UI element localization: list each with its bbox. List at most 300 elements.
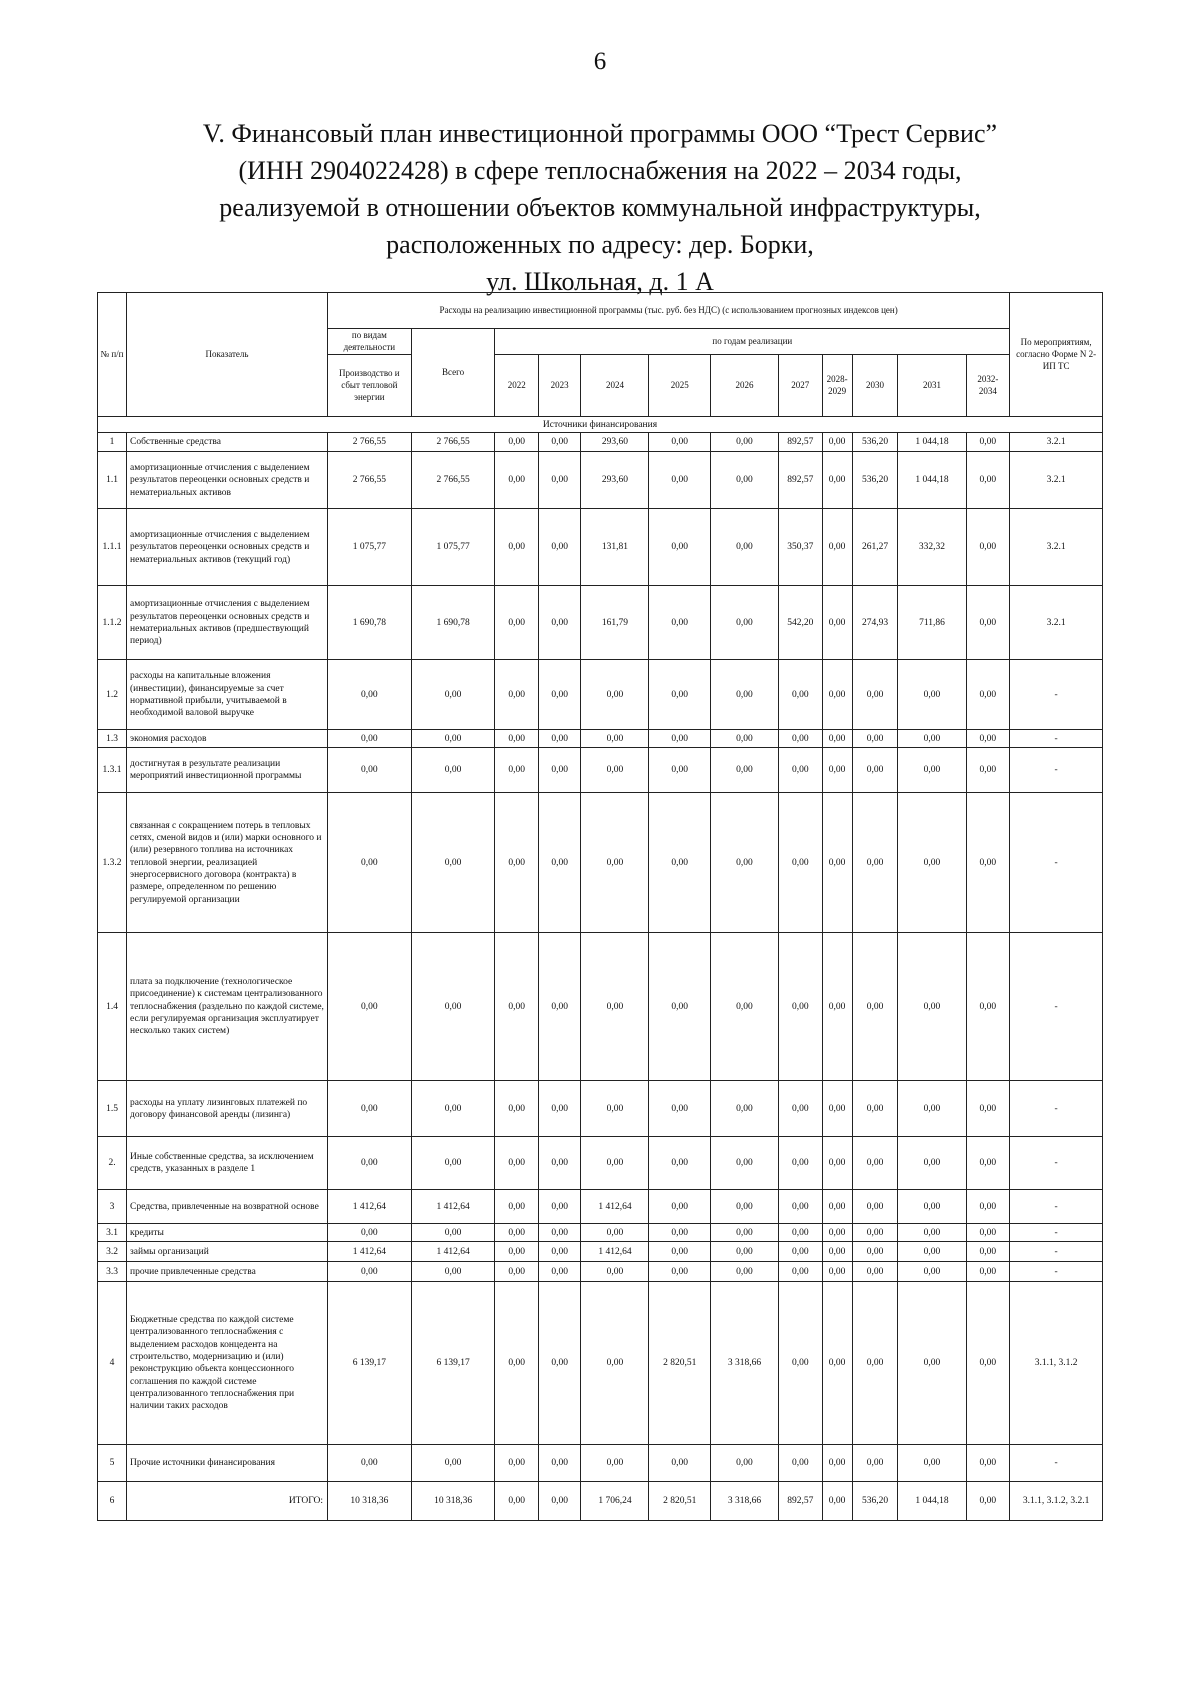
- year-value: 0,00: [581, 748, 649, 793]
- row-number: 1.3: [98, 730, 127, 748]
- row-number: 3: [98, 1190, 127, 1224]
- year-value: 0,00: [966, 586, 1010, 660]
- row-label: экономия расходов: [127, 730, 328, 748]
- row-label: прочие привлеченные средства: [127, 1262, 328, 1282]
- row-label: амортизационные отчисления с выделением результатов переоценки основных средств и нематериальных активов (предшествующий период): [127, 586, 328, 660]
- year-value: 0,00: [778, 1445, 822, 1482]
- year-value: 0,00: [710, 1262, 778, 1282]
- year-value: 0,00: [778, 1190, 822, 1224]
- year-value: 0,00: [538, 1224, 580, 1242]
- year-value: 0,00: [822, 793, 852, 933]
- header-by-activity: по видам деятельности: [327, 329, 411, 355]
- year-value: 0,00: [538, 1242, 580, 1262]
- year-value: 1 706,24: [581, 1482, 649, 1521]
- header-year: 2031: [898, 355, 966, 417]
- row-number: 1.1.2: [98, 586, 127, 660]
- year-value: 0,00: [538, 1262, 580, 1282]
- production-value: 1 412,64: [327, 1242, 411, 1262]
- measure-reference: -: [1010, 1262, 1103, 1282]
- year-value: 0,00: [778, 1137, 822, 1190]
- year-value: 274,93: [852, 586, 898, 660]
- year-value: 892,57: [778, 433, 822, 452]
- year-value: 1 412,64: [581, 1242, 649, 1262]
- row-label: Собственные средства: [127, 433, 328, 452]
- total-value: 0,00: [411, 1224, 495, 1242]
- year-value: 0,00: [649, 1137, 710, 1190]
- production-value: 6 139,17: [327, 1282, 411, 1445]
- year-value: 0,00: [538, 730, 580, 748]
- measure-reference: -: [1010, 748, 1103, 793]
- year-value: 0,00: [966, 730, 1010, 748]
- year-value: 0,00: [538, 793, 580, 933]
- year-value: 0,00: [966, 1262, 1010, 1282]
- year-value: 0,00: [649, 509, 710, 586]
- total-value: 1 412,64: [411, 1190, 495, 1224]
- year-value: 0,00: [898, 1224, 966, 1242]
- production-value: 0,00: [327, 1445, 411, 1482]
- row-label: достигнутая в результате реализации мероприятий инвестиционной программы: [127, 748, 328, 793]
- year-value: 0,00: [966, 1482, 1010, 1521]
- year-value: 0,00: [495, 1262, 539, 1282]
- year-value: 1 044,18: [898, 452, 966, 509]
- year-value: 0,00: [778, 748, 822, 793]
- row-label: связанная с сокращением потерь в тепловых сетях, сменой видов и (или) марки основного и (или) резервного топлива на источниках тепловой энергии, реализацией энергосервисного договора (контракта) в размере, определенном по решению регулируемой организации: [127, 793, 328, 933]
- table-row: [98, 730, 1103, 748]
- row-label: расходы на капитальные вложения (инвестиции), финансируемые за счет нормативной прибыли, учитываемой в необходимой валовой выручке: [127, 660, 328, 730]
- row-label: Бюджетные средства по каждой системе централизованного теплоснабжения с выделением расходов концедента на строительство, модернизацию и (или) реконструкцию объекта концессионного соглашения по каждой системе централизованного теплоснабжения при наличии таких расходов: [127, 1282, 328, 1445]
- row-number: 6: [98, 1482, 127, 1521]
- year-value: 0,00: [495, 933, 539, 1081]
- year-value: 0,00: [822, 660, 852, 730]
- year-value: 0,00: [710, 509, 778, 586]
- row-number: 1.3.1: [98, 748, 127, 793]
- financial-plan-table: [97, 292, 1103, 1521]
- header-num: № п/п: [98, 293, 127, 417]
- table-row: [98, 660, 1103, 730]
- year-value: 0,00: [898, 1262, 966, 1282]
- title-line: V. Финансовый план инвестиционной программы ООО “Трест Сервис”: [202, 119, 998, 148]
- year-value: 2 820,51: [649, 1482, 710, 1521]
- row-number: 2.: [98, 1137, 127, 1190]
- year-value: 0,00: [538, 1081, 580, 1137]
- production-value: 2 766,55: [327, 433, 411, 452]
- year-value: 0,00: [966, 933, 1010, 1081]
- production-value: 0,00: [327, 933, 411, 1081]
- row-label: амортизационные отчисления с выделением результатов переоценки основных средств и нематериальных активов: [127, 452, 328, 509]
- year-value: 0,00: [649, 1190, 710, 1224]
- year-value: 0,00: [778, 730, 822, 748]
- measure-reference: 3.2.1: [1010, 509, 1103, 586]
- measure-reference: -: [1010, 1224, 1103, 1242]
- year-value: 0,00: [538, 586, 580, 660]
- title-line: (ИНН 2904022428) в сфере теплоснабжения на 2022 – 2034 годы,: [238, 156, 962, 185]
- year-value: 0,00: [649, 1262, 710, 1282]
- year-value: 0,00: [581, 1081, 649, 1137]
- year-value: 0,00: [710, 1224, 778, 1242]
- header-expenses: Расходы на реализацию инвестиционной программы (тыс. руб. без НДС) (с использованием прогнозных индексов цен): [327, 293, 1009, 329]
- year-value: 0,00: [822, 1282, 852, 1445]
- year-value: 0,00: [852, 1224, 898, 1242]
- total-value: 2 766,55: [411, 433, 495, 452]
- year-value: 0,00: [822, 1445, 852, 1482]
- year-value: 0,00: [778, 1081, 822, 1137]
- year-value: 0,00: [538, 1445, 580, 1482]
- row-label: Прочие источники финансирования: [127, 1445, 328, 1482]
- year-value: 0,00: [778, 1242, 822, 1262]
- measure-reference: -: [1010, 1445, 1103, 1482]
- year-value: 0,00: [649, 660, 710, 730]
- year-value: 0,00: [495, 1190, 539, 1224]
- year-value: 0,00: [710, 660, 778, 730]
- year-value: 0,00: [778, 660, 822, 730]
- row-label: Средства, привлеченные на возвратной основе: [127, 1190, 328, 1224]
- year-value: 0,00: [822, 586, 852, 660]
- year-value: 0,00: [495, 793, 539, 933]
- production-value: 0,00: [327, 1081, 411, 1137]
- year-value: 0,00: [898, 1445, 966, 1482]
- year-value: 0,00: [538, 933, 580, 1081]
- measure-reference: -: [1010, 793, 1103, 933]
- measure-reference: -: [1010, 1242, 1103, 1262]
- year-value: 0,00: [822, 1262, 852, 1282]
- year-value: 0,00: [852, 1242, 898, 1262]
- year-value: 0,00: [852, 1081, 898, 1137]
- year-value: 0,00: [649, 1445, 710, 1482]
- production-value: 2 766,55: [327, 452, 411, 509]
- year-value: 0,00: [649, 1242, 710, 1262]
- year-value: 0,00: [495, 1282, 539, 1445]
- document-title: [150, 115, 1050, 300]
- year-value: 0,00: [822, 1224, 852, 1242]
- measure-reference: 3.2.1: [1010, 433, 1103, 452]
- row-number: 1.2: [98, 660, 127, 730]
- year-value: 0,00: [966, 509, 1010, 586]
- header-year: 2023: [538, 355, 580, 417]
- year-value: 711,86: [898, 586, 966, 660]
- header-measures: По мероприятиям, согласно Форме N 2-ИП ТС: [1010, 293, 1103, 417]
- year-value: 0,00: [495, 1445, 539, 1482]
- total-value: 0,00: [411, 660, 495, 730]
- year-value: 892,57: [778, 1482, 822, 1521]
- row-number: 5: [98, 1445, 127, 1482]
- year-value: 0,00: [852, 1282, 898, 1445]
- year-value: 0,00: [710, 1137, 778, 1190]
- year-value: 0,00: [495, 660, 539, 730]
- table-row: [98, 1224, 1103, 1242]
- production-value: 0,00: [327, 730, 411, 748]
- year-value: 0,00: [495, 1137, 539, 1190]
- measure-reference: -: [1010, 660, 1103, 730]
- year-value: 0,00: [822, 1482, 852, 1521]
- year-value: 0,00: [649, 1081, 710, 1137]
- year-value: 0,00: [822, 509, 852, 586]
- production-value: 0,00: [327, 1224, 411, 1242]
- year-value: 3 318,66: [710, 1282, 778, 1445]
- table-row: [98, 1137, 1103, 1190]
- row-label: займы организаций: [127, 1242, 328, 1262]
- total-value: 0,00: [411, 1262, 495, 1282]
- header-year: 2028-2029: [822, 355, 852, 417]
- year-value: 0,00: [966, 1242, 1010, 1262]
- header-year: 2030: [852, 355, 898, 417]
- production-value: 10 318,36: [327, 1482, 411, 1521]
- year-value: 0,00: [898, 1282, 966, 1445]
- year-value: 0,00: [852, 1190, 898, 1224]
- year-value: 350,37: [778, 509, 822, 586]
- year-value: 0,00: [538, 660, 580, 730]
- year-value: 0,00: [852, 748, 898, 793]
- year-value: 0,00: [778, 1262, 822, 1282]
- year-value: 0,00: [538, 1482, 580, 1521]
- year-value: 0,00: [495, 1482, 539, 1521]
- measure-reference: -: [1010, 1137, 1103, 1190]
- row-number: 3.1: [98, 1224, 127, 1242]
- year-value: 0,00: [581, 1224, 649, 1242]
- total-value: 0,00: [411, 1081, 495, 1137]
- measure-reference: 3.2.1: [1010, 452, 1103, 509]
- year-value: 0,00: [538, 433, 580, 452]
- year-value: 2 820,51: [649, 1282, 710, 1445]
- year-value: 332,32: [898, 509, 966, 586]
- row-number: 1.1.1: [98, 509, 127, 586]
- year-value: 0,00: [852, 660, 898, 730]
- year-value: 0,00: [538, 1282, 580, 1445]
- year-value: 161,79: [581, 586, 649, 660]
- year-value: 0,00: [966, 793, 1010, 933]
- year-value: 0,00: [710, 1081, 778, 1137]
- year-value: 0,00: [581, 1282, 649, 1445]
- measure-reference: -: [1010, 1190, 1103, 1224]
- row-label: плата за подключение (технологическое присоединение) к системам централизованного теплоснабжения (раздельно по каждой системе, если регулируемая организация эксплуатирует несколько таких систем): [127, 933, 328, 1081]
- year-value: 0,00: [852, 1137, 898, 1190]
- production-value: 0,00: [327, 660, 411, 730]
- row-number: 4: [98, 1282, 127, 1445]
- header-year: 2032-2034: [966, 355, 1010, 417]
- table-row: [98, 433, 1103, 452]
- year-value: 0,00: [710, 730, 778, 748]
- year-value: 0,00: [966, 1137, 1010, 1190]
- year-value: 0,00: [822, 748, 852, 793]
- year-value: 0,00: [822, 433, 852, 452]
- year-value: 0,00: [538, 509, 580, 586]
- year-value: 0,00: [649, 793, 710, 933]
- year-value: 0,00: [495, 1242, 539, 1262]
- measure-reference: 3.1.1, 3.1.2, 3.2.1: [1010, 1482, 1103, 1521]
- row-number: 1.4: [98, 933, 127, 1081]
- total-value: 0,00: [411, 793, 495, 933]
- table-row: [98, 1190, 1103, 1224]
- year-value: 293,60: [581, 433, 649, 452]
- table-row: [98, 1282, 1103, 1445]
- year-value: 0,00: [710, 586, 778, 660]
- row-number: 1.5: [98, 1081, 127, 1137]
- year-value: 0,00: [898, 1242, 966, 1262]
- total-value: 0,00: [411, 730, 495, 748]
- year-value: 0,00: [822, 1190, 852, 1224]
- measure-reference: -: [1010, 1081, 1103, 1137]
- year-value: 0,00: [649, 748, 710, 793]
- row-number: 1: [98, 433, 127, 452]
- year-value: 0,00: [778, 793, 822, 933]
- total-value: 0,00: [411, 1445, 495, 1482]
- page-number: 6: [593, 48, 607, 75]
- total-value: 0,00: [411, 933, 495, 1081]
- year-value: 0,00: [852, 793, 898, 933]
- year-value: 0,00: [581, 660, 649, 730]
- year-value: 892,57: [778, 452, 822, 509]
- table-row: [98, 1482, 1103, 1521]
- year-value: 0,00: [710, 1190, 778, 1224]
- year-value: 0,00: [710, 1445, 778, 1482]
- year-value: 0,00: [538, 748, 580, 793]
- year-value: 1 044,18: [898, 1482, 966, 1521]
- year-value: 0,00: [852, 1445, 898, 1482]
- year-value: 1 044,18: [898, 433, 966, 452]
- header-year: 2027: [778, 355, 822, 417]
- year-value: 0,00: [822, 933, 852, 1081]
- total-value: 1 412,64: [411, 1242, 495, 1262]
- year-value: 0,00: [495, 1081, 539, 1137]
- row-label: амортизационные отчисления с выделением результатов переоценки основных средств и нематериальных активов (текущий год): [127, 509, 328, 586]
- row-number: 3.3: [98, 1262, 127, 1282]
- production-value: 0,00: [327, 793, 411, 933]
- year-value: 0,00: [852, 730, 898, 748]
- total-value: 10 318,36: [411, 1482, 495, 1521]
- measure-reference: 3.2.1: [1010, 586, 1103, 660]
- year-value: 0,00: [495, 748, 539, 793]
- year-value: 0,00: [822, 452, 852, 509]
- year-value: 0,00: [495, 452, 539, 509]
- year-value: 0,00: [710, 748, 778, 793]
- production-value: 1 412,64: [327, 1190, 411, 1224]
- header-by-years: по годам реализации: [495, 329, 1010, 355]
- row-number: 3.2: [98, 1242, 127, 1262]
- total-value: 6 139,17: [411, 1282, 495, 1445]
- title-line: реализуемой в отношении объектов коммунальной инфраструктуры,: [219, 193, 981, 222]
- header-year: 2022: [495, 355, 539, 417]
- year-value: 0,00: [538, 1190, 580, 1224]
- year-value: 0,00: [898, 660, 966, 730]
- year-value: 0,00: [852, 1262, 898, 1282]
- year-value: 0,00: [778, 933, 822, 1081]
- year-value: 0,00: [581, 1262, 649, 1282]
- year-value: 0,00: [966, 433, 1010, 452]
- title-line: расположенных по адресу: дер. Борки,: [386, 230, 814, 259]
- year-value: 0,00: [710, 933, 778, 1081]
- row-number: 1.3.2: [98, 793, 127, 933]
- production-value: 0,00: [327, 1137, 411, 1190]
- header-year: 2025: [649, 355, 710, 417]
- year-value: 0,00: [581, 933, 649, 1081]
- year-value: 0,00: [649, 586, 710, 660]
- total-value: 1 075,77: [411, 509, 495, 586]
- year-value: 1 412,64: [581, 1190, 649, 1224]
- row-number: 1.1: [98, 452, 127, 509]
- year-value: 0,00: [966, 1224, 1010, 1242]
- year-value: 131,81: [581, 509, 649, 586]
- table-row: [98, 1262, 1103, 1282]
- year-value: 0,00: [822, 1137, 852, 1190]
- total-value: 1 690,78: [411, 586, 495, 660]
- year-value: 0,00: [581, 1137, 649, 1190]
- year-value: 0,00: [538, 1137, 580, 1190]
- year-value: 0,00: [495, 433, 539, 452]
- year-value: 0,00: [966, 1445, 1010, 1482]
- measure-reference: -: [1010, 933, 1103, 1081]
- year-value: 0,00: [581, 730, 649, 748]
- header-year: 2026: [710, 355, 778, 417]
- year-value: 0,00: [495, 1224, 539, 1242]
- year-value: 0,00: [898, 1190, 966, 1224]
- row-label: Иные собственные средства, за исключением средств, указанных в разделе 1: [127, 1137, 328, 1190]
- year-value: 0,00: [966, 660, 1010, 730]
- year-value: 0,00: [898, 730, 966, 748]
- table-row: [98, 793, 1103, 933]
- year-value: 0,00: [822, 730, 852, 748]
- year-value: 3 318,66: [710, 1482, 778, 1521]
- total-value: 2 766,55: [411, 452, 495, 509]
- year-value: 0,00: [710, 1242, 778, 1262]
- row-label: расходы на уплату лизинговых платежей по договору финансовой аренды (лизинга): [127, 1081, 328, 1137]
- year-value: 0,00: [852, 933, 898, 1081]
- production-value: 0,00: [327, 748, 411, 793]
- year-value: 0,00: [649, 452, 710, 509]
- table-row: [98, 1445, 1103, 1482]
- production-value: 0,00: [327, 1262, 411, 1282]
- year-value: 0,00: [898, 933, 966, 1081]
- year-value: 0,00: [966, 748, 1010, 793]
- year-value: 0,00: [581, 793, 649, 933]
- table-row: [98, 1081, 1103, 1137]
- year-value: 0,00: [822, 1081, 852, 1137]
- header-year: 2024: [581, 355, 649, 417]
- year-value: 536,20: [852, 433, 898, 452]
- title-line: ул. Школьная, д. 1 А: [486, 267, 714, 296]
- section-title: Источники финансирования: [98, 417, 1103, 433]
- year-value: 0,00: [710, 793, 778, 933]
- measure-reference: 3.1.1, 3.1.2: [1010, 1282, 1103, 1445]
- year-value: 0,00: [649, 730, 710, 748]
- year-value: 0,00: [649, 1224, 710, 1242]
- year-value: 261,27: [852, 509, 898, 586]
- year-value: 536,20: [852, 1482, 898, 1521]
- table-row: [98, 586, 1103, 660]
- table-row: [98, 452, 1103, 509]
- total-value: 0,00: [411, 748, 495, 793]
- year-value: 0,00: [495, 586, 539, 660]
- year-value: 0,00: [898, 748, 966, 793]
- year-value: 0,00: [966, 1081, 1010, 1137]
- year-value: 0,00: [710, 433, 778, 452]
- year-value: 0,00: [898, 1137, 966, 1190]
- year-value: 0,00: [710, 452, 778, 509]
- measure-reference: -: [1010, 730, 1103, 748]
- year-value: 0,00: [538, 452, 580, 509]
- year-value: 0,00: [898, 1081, 966, 1137]
- total-value: 0,00: [411, 1137, 495, 1190]
- year-value: 0,00: [581, 1445, 649, 1482]
- table-row: [98, 748, 1103, 793]
- year-value: 0,00: [495, 509, 539, 586]
- year-value: 0,00: [966, 1190, 1010, 1224]
- header-production: Производство и сбыт тепловой энергии: [327, 355, 411, 417]
- row-label: кредиты: [127, 1224, 328, 1242]
- table-row: [98, 1242, 1103, 1262]
- header-indicator: Показатель: [127, 293, 328, 417]
- year-value: 0,00: [966, 452, 1010, 509]
- year-value: 0,00: [822, 1242, 852, 1262]
- year-value: 0,00: [649, 433, 710, 452]
